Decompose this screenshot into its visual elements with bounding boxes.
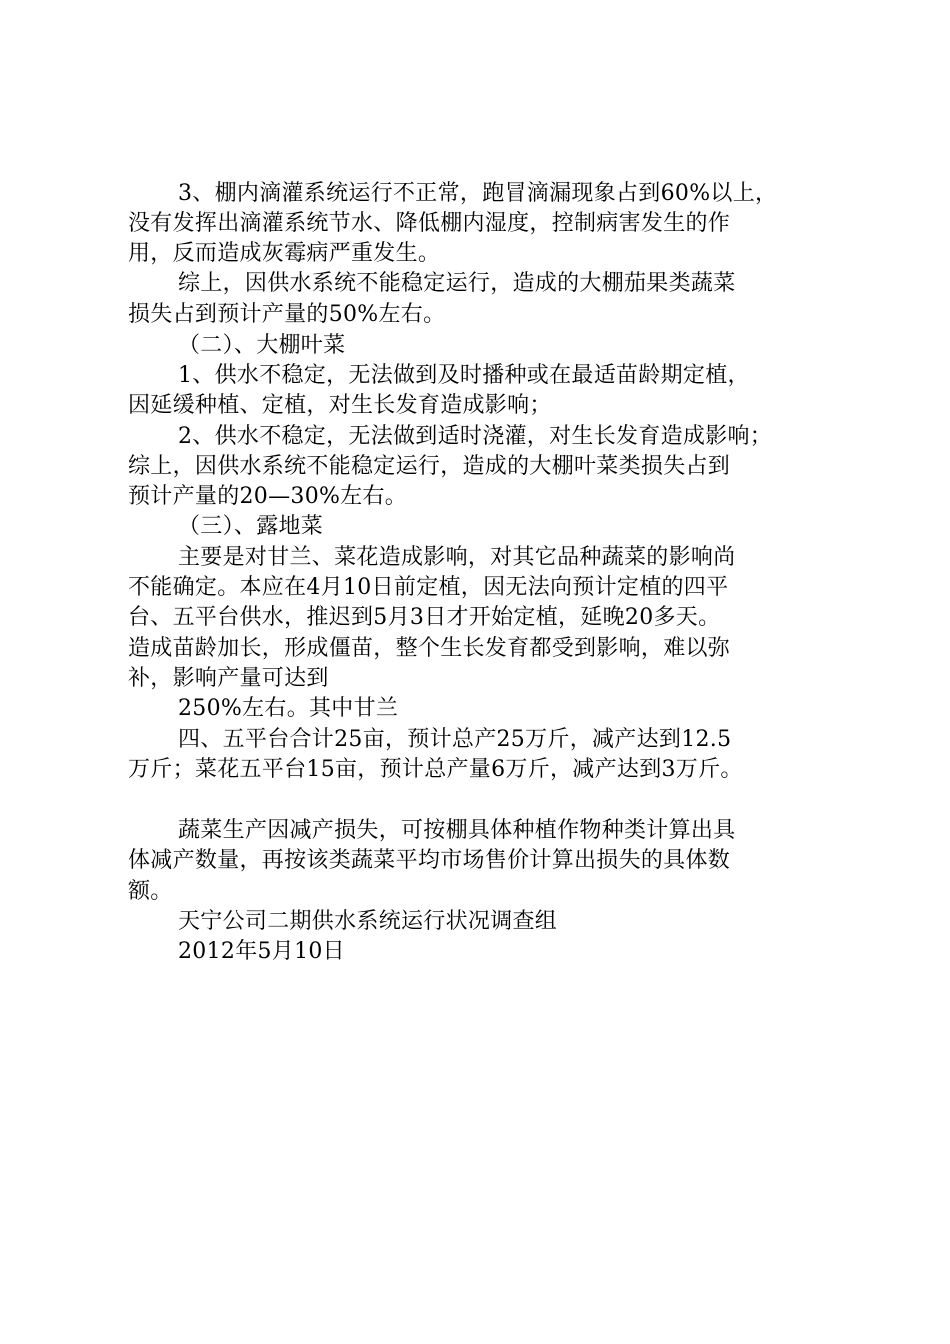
paragraph-line: 主要是对甘兰、菜花造成影响，对其它品种蔬菜的影响尚 — [178, 545, 736, 570]
paragraph-line: 造成苗龄加长，形成僵苗，整个生长发育都受到影响，难以弥 — [128, 636, 731, 661]
paragraph-line: 体减产数量，再按该类蔬菜平均市场售价计算出损失的具体数 — [128, 848, 731, 873]
paragraph-line: 蔬菜生产因减产损失，可按棚具体种植作物种类计算出具 — [178, 818, 736, 843]
paragraph-line: 因延缓种植、定植，对生长发育造成影响； — [128, 393, 552, 418]
paragraph-line: 没有发挥出滴灌系统节水、降低棚内湿度，控制病害发生的作 — [128, 211, 731, 236]
paragraph-line: 补，影响产量可达到 — [128, 666, 329, 691]
paragraph-line: 1、供水不稳定，无法做到及时播种或在最适苗龄期定植， — [178, 363, 750, 388]
signature-organization: 天宁公司二期供水系统运行状况调查组 — [178, 909, 558, 934]
section-heading: （二）、大棚叶菜 — [178, 333, 346, 358]
paragraph-line: 不能确定。本应在4月10日前定植，因无法向预计定植的四平 — [128, 575, 729, 600]
paragraph-line: 综上，因供水系统不能稳定运行，造成的大棚茄果类蔬菜 — [178, 271, 736, 296]
paragraph-line: 损失占到预计产量的50%左右。 — [128, 302, 446, 327]
paragraph-line: 250%左右。其中甘兰 — [178, 696, 399, 721]
paragraph-line: 万斤；菜花五平台15亩，预计总产量6万斤，减产达到3万斤。 — [128, 757, 743, 782]
paragraph-line: 额。 — [128, 879, 173, 904]
section-heading: （三）、露地菜 — [178, 514, 324, 539]
signature-date: 2012年5月10日 — [178, 939, 345, 964]
paragraph-line: 2、供水不稳定，无法做到适时浇灌，对生长发育造成影响； — [178, 424, 773, 449]
paragraph-line: 3、棚内滴灌系统运行不正常，跑冒滴漏现象占到60%以上， — [178, 181, 778, 206]
paragraph-line: 预计产量的20—30%左右。 — [128, 484, 408, 509]
paragraph-line: 台、五平台供水，推迟到5月3日才开始定植，延晚20多天。 — [128, 605, 721, 630]
paragraph-line: 用，反而造成灰霉病严重发生。 — [128, 241, 441, 266]
paragraph-line: 四、五平台合计25亩，预计总产25万斤，减产达到12.5 — [178, 727, 732, 752]
paragraph-line: 综上，因供水系统不能稳定运行，造成的大棚叶菜类损失占到 — [128, 454, 731, 479]
